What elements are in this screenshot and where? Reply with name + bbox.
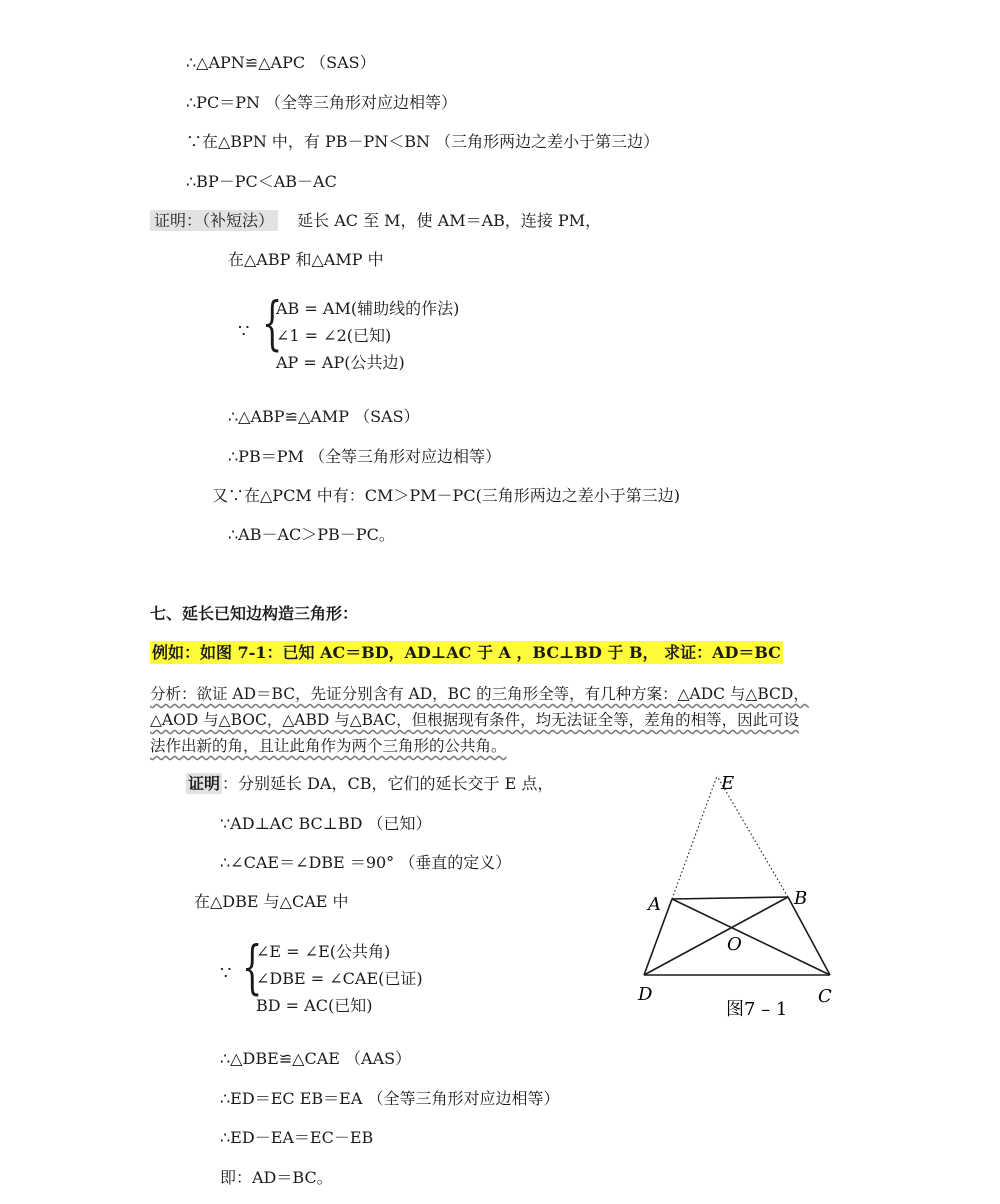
proof-line: ∴△ABP≌△AMP （SAS） [228,407,420,426]
left-brace: { [262,289,283,357]
proof2-text: 延长 AC 至 M，使 AM＝AB，连接 PM， [297,211,602,230]
proof2-header [150,211,601,231]
label-d: D [638,984,653,1005]
since-symbol: ∵ [238,321,250,342]
extension-ae [672,776,717,899]
extension-be [717,776,788,897]
proof2-in-line: 在△ABP 和△AMP 中 [228,250,384,269]
proof-line: ∴ED－EA＝EC－EB [220,1128,374,1147]
proof3-in-line: 在△DBE 与△CAE 中 [194,892,349,911]
label-o: O [727,934,742,955]
proof-line: ∴∠CAE＝∠DBE ＝90° （垂直的定义） [220,853,512,872]
label-c: C [818,986,832,1007]
brace-line: ∠1 = ∠2(已知) [276,326,392,345]
proof-line: ∴PC＝PN （全等三角形对应边相等） [186,93,458,112]
proof-line: ∴BP－PC＜AB－AC [186,172,337,191]
proof3-header [186,774,553,794]
brace-line: ∠DBE = ∠CAE(已证) [256,969,423,988]
label-b: B [794,888,808,909]
example-statement [150,643,783,663]
brace-line: ∠E = ∠E(公共角) [256,942,391,961]
segment-ac [672,899,830,975]
figure-caption: 图7 – 1 [726,999,788,1020]
proof2-label: 证明：（补短法） [150,210,278,231]
proof3-label: 证明 [188,774,221,793]
brace-line: AP = AP(公共边) [276,353,405,372]
proof-line: ∴△DBE≌△CAE （AAS） [220,1049,412,1068]
proof-line: ∴PB＝PM （全等三角形对应边相等） [228,447,501,466]
brace-line: AB = AM(辅助线的作法) [276,299,460,318]
proof-line: ∴ED＝EC EB＝EA （全等三角形对应边相等） [220,1089,560,1108]
section-heading: 七、延长已知边构造三角形： [150,604,359,623]
figure-7-1 [620,770,860,1030]
analysis-line: 法作出新的角，且让此角作为两个三角形的公共角。 [150,737,507,755]
proof3-text: ：分别延长 DA，CB，它们的延长交于 E 点， [222,774,554,793]
label-e: E [721,773,735,794]
analysis-line: △AOD 与△BOC，△ABD 与△BAC，但根据现有条件，均无法证全等，差角的相等，因此可设 [150,711,800,729]
proof-line: 又∵在△PCM 中有：CM＞PM－PC(三角形两边之差小于第三边) [212,486,681,505]
since-symbol: ∵ [220,963,232,984]
label-a: A [648,894,661,915]
example-highlight: 例如：如图 7-1：已知 AC＝BD，AD⊥AC 于 A ，BC⊥BD 于 B， 求证：AD＝BC [152,643,781,662]
proof-line: ∵在△BPN 中，有 PB－PN＜BN （三角形两边之差小于第三边） [186,132,660,151]
proof-line: 即：AD＝BC。 [220,1168,333,1187]
proof-line: ∴AB－AC＞PB－PC。 [228,525,395,544]
segment-bd [644,897,788,975]
proof-line: ∴△APN≌△APC （SAS） [186,53,376,72]
proof-line: ∵AD⊥AC BC⊥BD （已知） [220,814,432,833]
brace-line: BD = AC(已知) [256,996,373,1015]
segment-ab [672,897,788,899]
analysis-line: 分析：欲证 AD＝BC，先证分别含有 AD，BC 的三角形全等，有几种方案：△ADC 与△BCD， [150,685,809,703]
left-brace: { [242,933,263,1001]
